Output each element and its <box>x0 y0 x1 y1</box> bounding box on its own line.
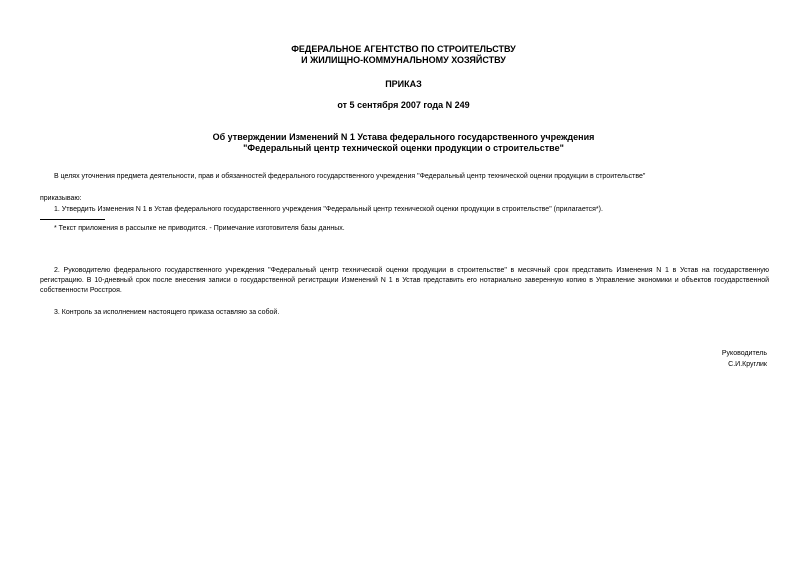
document-subject-line-2: "Федеральный центр технической оценки продукции о строительстве" <box>243 143 564 153</box>
signature-block <box>722 348 767 370</box>
footnote-divider <box>40 219 105 220</box>
signatory-name: С.И.Круглик <box>728 361 767 368</box>
footnote-text: * Текст приложения в рассылке не приводится. - Примечание изготовителя базы данных. <box>54 225 345 232</box>
item-2-paragraph: 2. Руководителю федерального государственного учреждения "Федеральный центр технической оценки продукции в строительстве" в месячный срок представить Изменения N 1 в Устав на государственную регистрацию. В 10-дневный срок после внесения записи о государственной регистрации Изменений N 1 в Устав представить его нотариально заверенную копию в Управление экономики и объектов государственной собственности Росстроя. <box>40 267 769 294</box>
agency-heading <box>0 44 807 66</box>
item-1-paragraph: 1. Утвердить Изменения N 1 в Устав федерального государственного учреждения "Федеральный центр технической оценки продукции в строительстве" (прилагается*). <box>54 206 603 213</box>
document-subject-line-1: Об утверждении Изменений N 1 Устава федерального государственного учреждения <box>212 132 595 142</box>
agency-heading-line-2: И ЖИЛИЩНО-КОММУНАЛЬНОМУ ХОЗЯЙСТВУ <box>301 55 506 65</box>
document-date-number: от 5 сентября 2007 года N 249 <box>337 100 470 110</box>
document-type: ПРИКАЗ <box>385 79 422 89</box>
agency-heading-line-1: ФЕДЕРАЛЬНОЕ АГЕНТСТВО ПО СТРОИТЕЛЬСТВУ <box>291 44 516 54</box>
signatory-title: Руководитель <box>721 350 767 357</box>
intro-paragraph: В целях уточнения предмета деятельности, прав и обязанностей федерального государственного учреждения "Федеральный центр технической оценки продукции в строительстве" <box>54 173 646 180</box>
decree-word: приказываю: <box>40 195 82 202</box>
document-subject <box>0 132 807 154</box>
item-3-paragraph: 3. Контроль за исполнением настоящего приказа оставляю за собой. <box>54 309 280 316</box>
